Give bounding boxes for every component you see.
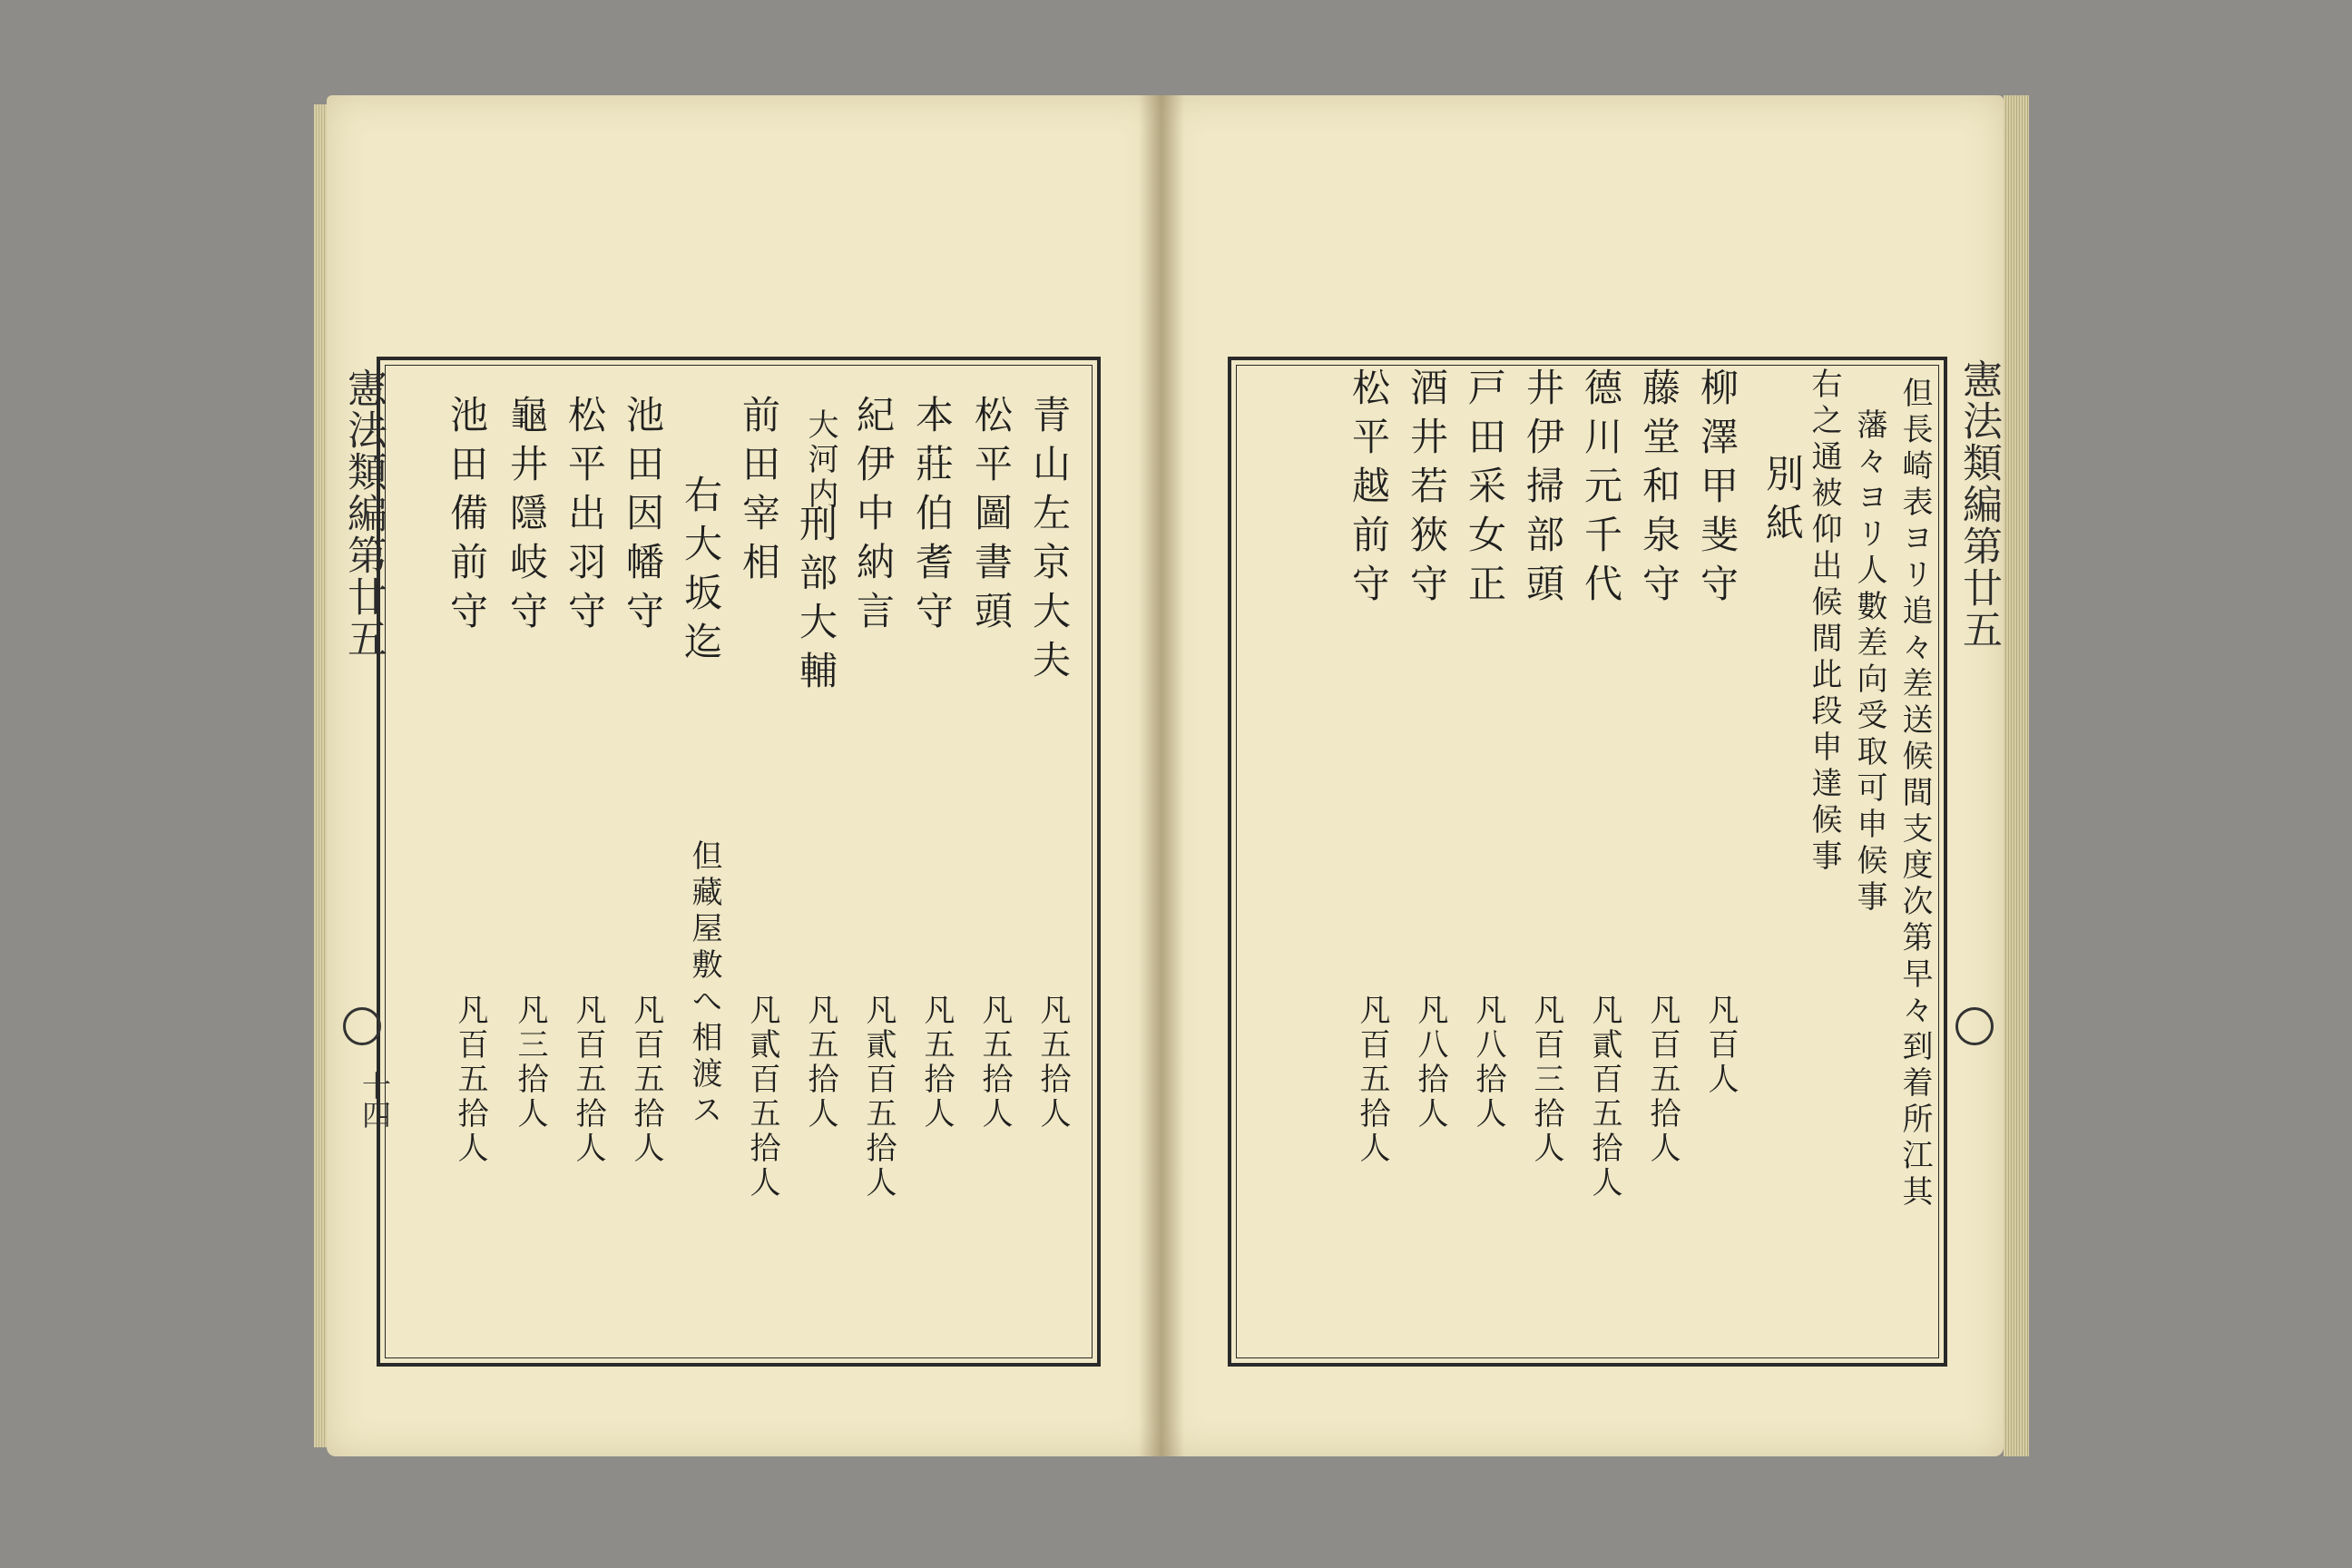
book-gutter	[1139, 95, 1184, 1456]
left-count-0: 凡五拾人	[1034, 994, 1071, 1132]
left-name-7: 池田因幡守	[621, 395, 665, 640]
left-count-9: 凡三拾人	[512, 994, 548, 1132]
right-name-8: 戸田采女正	[1463, 368, 1507, 612]
left-name-3: 紀伊中納言	[851, 395, 896, 640]
right-page	[1161, 95, 2004, 1456]
left-count-3: 凡貳百五拾人	[860, 994, 897, 1200]
right-name-10: 松平越前守	[1347, 368, 1391, 612]
right-name-9: 酒井若狹守	[1405, 368, 1449, 612]
fish-tail-ornament-right	[1955, 1007, 1994, 1045]
left-name-4: 刑部大輔	[794, 504, 838, 700]
left-name-4-sub: 大河内	[802, 408, 838, 512]
left-count-10: 凡百五拾人	[452, 994, 488, 1166]
left-note-6: 但藏屋敷へ相渡ス	[686, 839, 722, 1130]
right-count-8: 凡八拾人	[1470, 994, 1506, 1132]
left-name-5: 前田宰相	[737, 395, 781, 591]
right-count-6: 凡貳百五拾人	[1586, 994, 1622, 1200]
left-name-9: 龜井隱岐守	[505, 395, 549, 640]
left-count-5: 凡貳百五拾人	[744, 994, 780, 1200]
right-name-7: 井伊掃部頭	[1521, 368, 1565, 612]
left-name-1: 松平圖書頭	[969, 395, 1014, 640]
fish-tail-ornament	[343, 1007, 381, 1045]
right-name-4: 柳澤甲斐守	[1695, 368, 1740, 612]
right-text-0: 但長崎表ヨリ追々差送候間支度次第早々到着所江其	[1896, 377, 1933, 1211]
left-count-8: 凡百五拾人	[570, 994, 606, 1166]
right-count-9: 凡八拾人	[1412, 994, 1448, 1132]
left-name-0: 青山左京大夫	[1027, 395, 1072, 689]
right-count-4: 凡百人	[1702, 994, 1739, 1097]
left-count-4: 凡五拾人	[802, 994, 838, 1132]
left-name-10: 池田備前守	[445, 395, 489, 640]
left-count-1: 凡五拾人	[976, 994, 1013, 1132]
left-name-8: 松平出羽守	[563, 395, 607, 640]
left-name-6: 右大坂迄	[679, 475, 723, 671]
right-name-6: 德川元千代	[1579, 368, 1623, 612]
left-spine-title: 憲法類編第廿五	[340, 368, 387, 660]
left-page-edge	[314, 104, 327, 1447]
left-count-2: 凡五拾人	[918, 994, 955, 1132]
left-page-number: 十四	[358, 1071, 392, 1129]
left-page	[327, 95, 1161, 1456]
right-name-3: 別紙	[1760, 454, 1805, 552]
left-name-2: 本莊伯耆守	[910, 395, 955, 640]
right-text-1: 藩々ヨリ人數差向受取可申候事	[1851, 408, 1887, 916]
right-count-10: 凡百五拾人	[1354, 994, 1390, 1166]
right-count-7: 凡百三拾人	[1528, 994, 1564, 1166]
open-book	[327, 95, 2004, 1456]
right-text-2: 右之通被仰出候間此段申達候事	[1806, 368, 1842, 876]
right-page-edge	[2004, 95, 2029, 1456]
right-count-5: 凡百五拾人	[1644, 994, 1681, 1166]
left-count-7: 凡百五拾人	[628, 994, 664, 1166]
right-spine-title: 憲法類編第廿五	[1955, 358, 2002, 651]
right-name-5: 藤堂和泉守	[1637, 368, 1681, 612]
